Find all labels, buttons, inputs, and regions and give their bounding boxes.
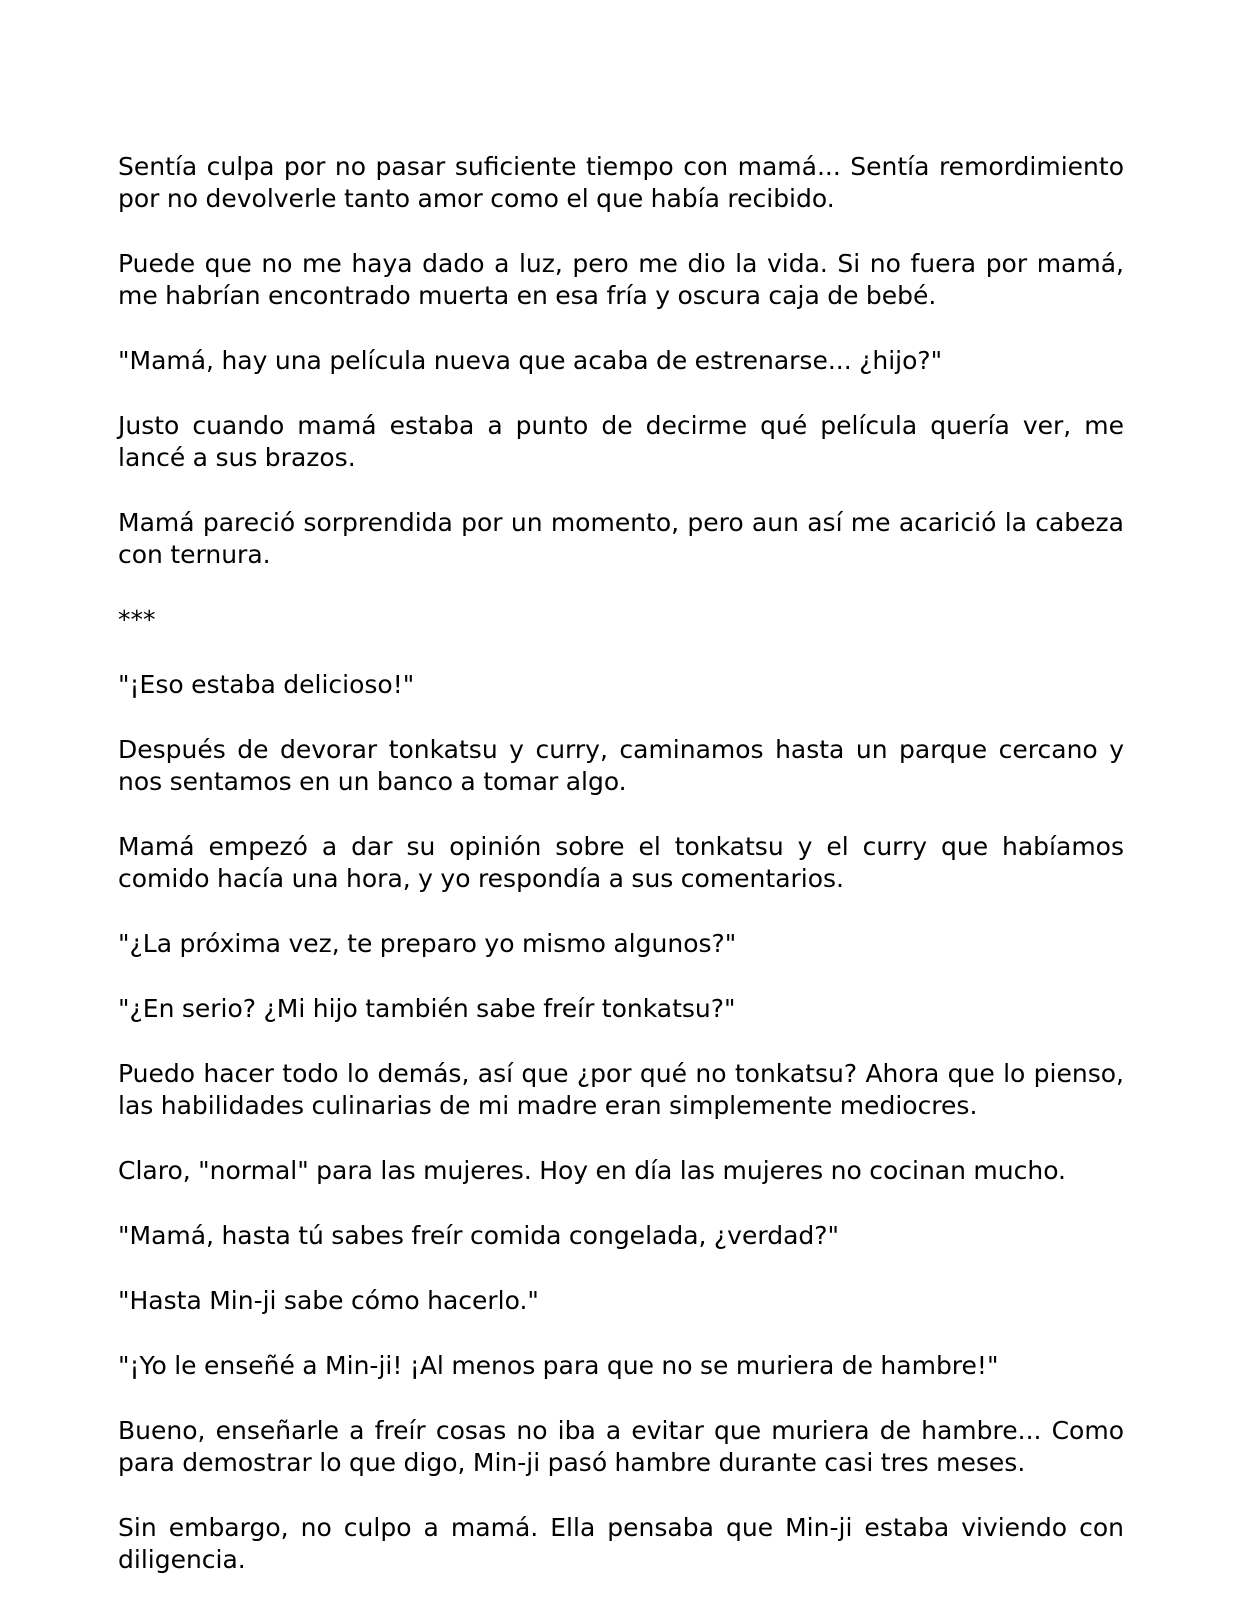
paragraph: Puedo hacer todo lo demás, así que ¿por qué no tonkatsu? Ahora que lo pienso, las habilidades culinarias de mi madre eran simplemente mediocres. bbox=[118, 1059, 1124, 1120]
paragraph: "¡Yo le enseñé a Min-ji! ¡Al menos para que no se muriera de hambre!" bbox=[118, 1351, 999, 1380]
paragraph: Bueno, enseñarle a freír cosas no iba a evitar que muriera de hambre... Como para demostrar lo que digo, Min-ji pasó hambre durante casi tres meses. bbox=[118, 1416, 1124, 1477]
paragraph: "Mamá, hay una película nueva que acaba de estrenarse... ¿hijo?" bbox=[118, 346, 943, 375]
paragraph: "¡Eso estaba delicioso!" bbox=[118, 670, 415, 699]
paragraph: "¿En serio? ¿Mi hijo también sabe freír tonkatsu?" bbox=[118, 994, 736, 1023]
paragraph: Justo cuando mamá estaba a punto de decirme qué película quería ver, me lancé a sus brazos. bbox=[118, 411, 1124, 472]
paragraph: Mamá empezó a dar su opinión sobre el tonkatsu y el curry que habíamos comido hacía una hora, y yo respondía a sus comentarios. bbox=[118, 832, 1124, 893]
paragraph: "Mamá, hasta tú sabes freír comida congelada, ¿verdad?" bbox=[118, 1221, 840, 1250]
paragraph: "Hasta Min-ji sabe cómo hacerlo." bbox=[118, 1286, 539, 1315]
paragraph: Mamá pareció sorprendida por un momento, pero aun así me acarició la cabeza con ternura. bbox=[118, 508, 1124, 569]
scene-break: *** bbox=[118, 605, 156, 634]
paragraph: "¿La próxima vez, te preparo yo mismo algunos?" bbox=[118, 929, 737, 958]
paragraph: Sin embargo, no culpo a mamá. Ella pensaba que Min-ji estaba viviendo con diligencia. bbox=[118, 1513, 1124, 1574]
paragraph: Puede que no me haya dado a luz, pero me dio la vida. Si no fuera por mamá, me habrían encontrado muerta en esa fría y oscura caja de bebé. bbox=[118, 249, 1124, 310]
paragraph: Después de devorar tonkatsu y curry, caminamos hasta un parque cercano y nos sentamos en un banco a tomar algo. bbox=[118, 735, 1124, 796]
document-body bbox=[118, 151, 1124, 1576]
paragraph: Claro, "normal" para las mujeres. Hoy en día las mujeres no cocinan mucho. bbox=[118, 1156, 1067, 1185]
paragraph: Sentía culpa por no pasar suficiente tiempo con mamá... Sentía remordimiento por no devolverle tanto amor como el que había recibido. bbox=[118, 152, 1124, 213]
